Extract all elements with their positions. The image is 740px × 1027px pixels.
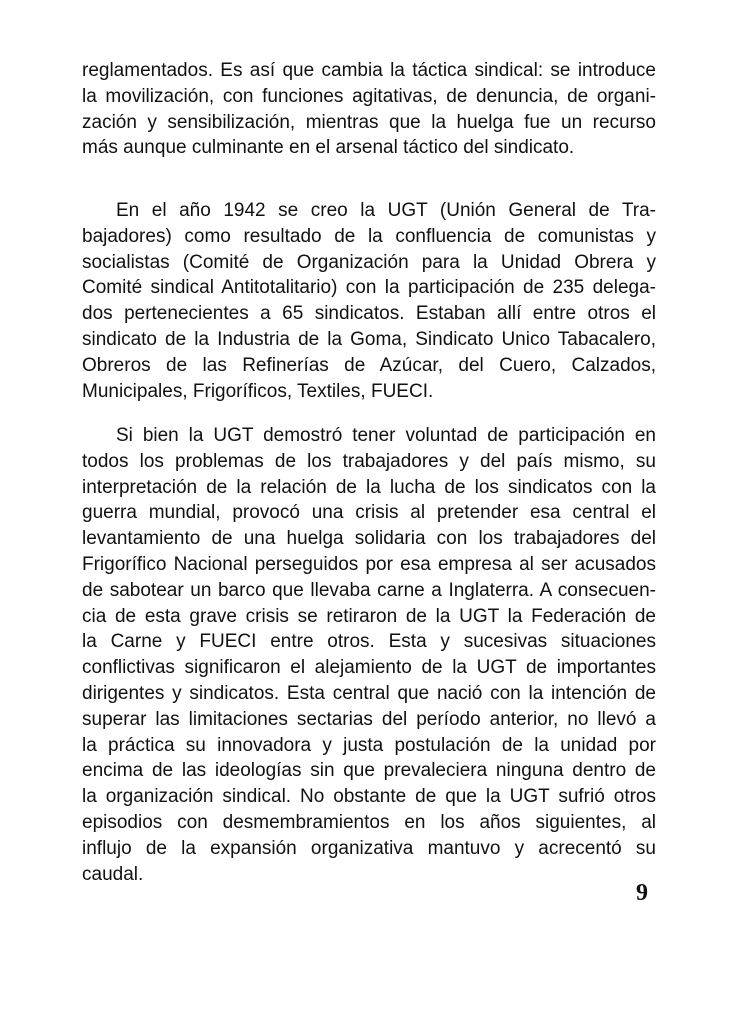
- text-line: Si bien la UGT demostró tener voluntad de participación en: [116, 425, 656, 446]
- text-line: todos los problemas de los trabajadores y del país mismo, su: [82, 450, 656, 472]
- text-line: Comité sindical Antitotalitario) con la participación de 235 delega-: [82, 277, 656, 299]
- text-line: sindicato de la Industria de la Goma, Sindicato Unico Tabacalero,: [82, 328, 656, 350]
- text-line: caudal.: [82, 863, 144, 885]
- text-line: conflictivas significaron el alejamiento de la UGT de importantes: [82, 657, 656, 679]
- text-line: dos pertenecientes a 65 sindicatos. Estaban allí entre otros el: [82, 303, 656, 325]
- text-line: Frigorífico Nacional perseguidos por esa empresa al ser acusados: [82, 553, 656, 575]
- text-line: zación y sensibilización, mientras que la huelga fue un recurso: [82, 111, 656, 133]
- text-line: reglamentados. Es así que cambia la táctica sindical: se introduce: [82, 60, 656, 81]
- text-line: de sabotear un barco que llevaba carne a Inglaterra. A consecuen-: [82, 579, 656, 601]
- text-line: socialistas (Comité de Organización para la Unidad Obrera y: [82, 251, 656, 273]
- text-line: la práctica su innovadora y justa postulación de la unidad por: [82, 734, 656, 756]
- text-line: En el año 1942 se creo la UGT (Unión General de Tra-: [116, 200, 656, 221]
- text-line: la organización sindical. No obstante de que la UGT sufrió otros: [82, 786, 656, 808]
- paragraph-3: [82, 423, 656, 887]
- text-line: episodios con desmembramientos en los años siguientes, al: [82, 811, 656, 833]
- text-line: más aunque culminante en el arsenal táctico del sindicato.: [82, 137, 575, 159]
- text-line: encima de las ideologías sin que prevaleciera ninguna dentro de: [82, 760, 656, 782]
- text-line: dirigentes y sindicatos. Esta central que nació con la intención de: [82, 682, 656, 704]
- text-line: bajadores) como resultado de la confluencia de comunistas y: [82, 225, 656, 247]
- text-line: la movilización, con funciones agitativas, de denuncia, de organi-: [82, 85, 656, 107]
- text-line: levantamiento de una huelga solidaria con los trabajadores del: [82, 528, 656, 550]
- text-line: guerra mundial, provocó una crisis al pretender esa central el: [82, 502, 656, 524]
- paragraph-1: [82, 58, 656, 161]
- text-line: superar las limitaciones sectarias del período anterior, no llevó a: [82, 708, 656, 730]
- text-line: influjo de la expansión organizativa mantuvo y acrecentó su: [82, 837, 656, 859]
- text-line: interpretación de la relación de la lucha de los sindicatos con la: [82, 476, 656, 498]
- text-line: Obreros de las Refinerías de Azúcar, del Cuero, Calzados,: [82, 354, 656, 376]
- text-line: Municipales, Frigoríficos, Textiles, FUECI.: [82, 380, 434, 402]
- paragraph-2: [82, 198, 656, 404]
- page-number: 9: [636, 880, 648, 906]
- text-line: cia de esta grave crisis se retiraron de la UGT la Federación de: [82, 605, 656, 627]
- text-line: la Carne y FUECI entre otros. Esta y sucesivas situaciones: [82, 631, 656, 653]
